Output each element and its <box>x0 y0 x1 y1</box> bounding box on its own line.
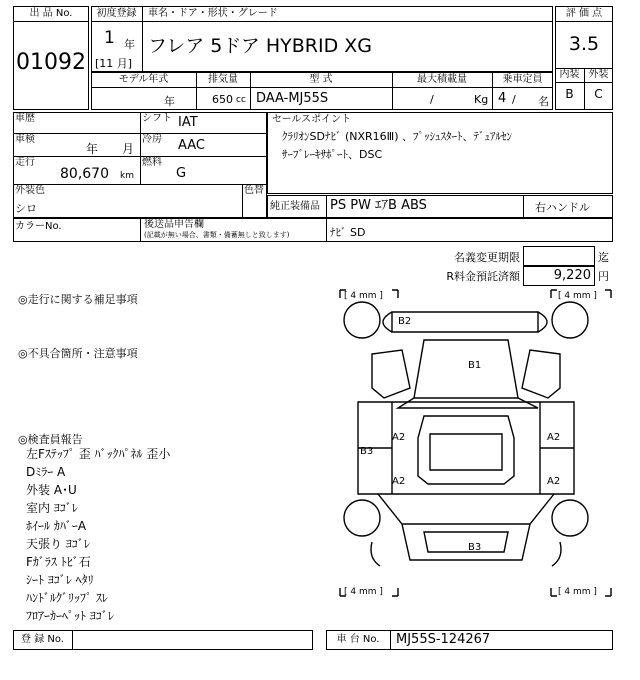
steering: 右ハンドル <box>535 201 590 214</box>
sales-point-line2: ｻｰﾌﾞﾚｰｷｻﾎﾟｰﾄ、DSC <box>282 148 383 161</box>
ext-color-label: 外装色 <box>15 185 45 196</box>
ac-label: 冷房 <box>142 134 162 145</box>
first-reg-year-unit: 年 <box>124 38 135 51</box>
damage-mark: A2 <box>392 432 406 443</box>
mileage: 80,670 <box>60 166 109 182</box>
color-no-box <box>13 218 613 242</box>
max-load-label: 最大積載量 <box>417 74 467 85</box>
inspection-year-unit: 年 <box>86 142 99 156</box>
displacement-label: 排気量 <box>208 74 238 85</box>
chassis: MJ55S-124267 <box>396 632 491 647</box>
name-change-unit: 迄 <box>598 251 609 264</box>
displacement-unit: cc <box>236 95 246 105</box>
damage-mark: B3 <box>468 542 482 553</box>
capacity-label: 乗車定員 <box>502 74 543 85</box>
inspector-item: 左Fｽﾃｯﾌﾟ 歪 ﾊﾞｯｸﾊﾟﾈﾙ 歪小 <box>26 447 171 461</box>
inspector-item: Dﾐﾗｰ A <box>26 465 66 479</box>
inspector-label: ◎検査員報告 <box>18 433 83 446</box>
damage-mark: B1 <box>468 360 482 371</box>
defects-label: ◎不具合箇所・注意事項 <box>18 347 138 360</box>
docs-label: 後送品申告欄 <box>144 219 204 230</box>
exterior-label: 外装 <box>588 69 609 80</box>
driving-notes-label: ◎走行に関する補足事項 <box>18 293 138 306</box>
first-reg-month: [11 月] <box>95 57 133 70</box>
inspector-item: Fｶﾞﾗｽ ﾄﾋﾞ石 <box>26 555 91 569</box>
inspection-label: 車検 <box>15 134 35 145</box>
ac: AAC <box>178 138 205 153</box>
name-change-label: 名義変更期限 <box>454 251 520 264</box>
tire-depth-label: [ 4 mm ] <box>558 587 597 597</box>
inspector-item: ﾌﾛｱｰｶｰﾍﾟｯﾄ ﾖｺﾞﾚ <box>26 609 114 623</box>
equip: PS PW ｴｱB ABS <box>330 198 427 213</box>
inspector-item: 天張り ﾖｺﾞﾚ <box>26 537 90 551</box>
damage-mark: A2 <box>392 476 406 487</box>
capacity: 4 <box>498 91 507 106</box>
damage-mark: B2 <box>398 316 412 327</box>
recycle-unit: 円 <box>598 270 609 283</box>
type: DAA-MJ55S <box>256 91 329 106</box>
history-label: 車歴 <box>15 113 35 124</box>
sales-point-label: セールスポイント <box>272 114 352 125</box>
inspection-month-unit: 月 <box>122 142 135 156</box>
inspector-item: 外装 A･U <box>26 483 77 497</box>
mileage-label: 走行 <box>15 157 35 168</box>
mileage-unit: km <box>120 171 134 181</box>
lot-no: 01092 <box>16 50 86 75</box>
chassis-label: 車 台 No. <box>336 634 380 645</box>
equip-label: 純正装備品 <box>270 201 320 212</box>
color-no-label: カラーNo. <box>15 221 62 232</box>
max-load-sep: / <box>430 93 434 106</box>
capacity-sep: / <box>512 93 516 106</box>
name-change-box <box>523 246 595 266</box>
inspector-item: ｼｰﾄ ﾖｺﾞﾚ ﾍﾀﾘ <box>26 573 94 587</box>
grade: 3.5 <box>568 33 600 55</box>
recycle-value: 9,220 <box>553 268 591 283</box>
model-name-label: 車名・ドア・形状・グレード <box>148 8 278 19</box>
interior-label: 内装 <box>559 69 580 80</box>
inspector-item: ﾊﾝﾄﾞﾙｸﾞﾘｯﾌﾟ ｽﾚ <box>26 591 108 605</box>
fuel-label: 燃料 <box>142 157 162 168</box>
tire-depth-label: [ 4 mm ] <box>558 291 597 301</box>
recycle-label: R料金預託済額 <box>446 270 520 283</box>
shift: IAT <box>178 115 198 130</box>
sales-point-line1: ｸﾗﾘｵﾝSDﾅﾋﾞ (NXR16Ⅲ) 、ﾌﾟｯｼｭｽﾀｰﾄ、ﾃﾞｭｱﾙｾﾝ <box>282 130 513 143</box>
damage-mark: A2 <box>547 476 561 487</box>
tire-depth-label: [ 4 mm ] <box>344 291 383 301</box>
fuel: G <box>176 166 187 181</box>
reg-no-label: 登 録 No. <box>21 634 64 645</box>
shift-label: シフト <box>142 113 172 124</box>
capacity-unit: 名 <box>538 95 549 108</box>
type-label: 型 式 <box>309 74 333 85</box>
grade-label: 評 価 点 <box>565 8 603 19</box>
first-reg-year: 1 <box>104 28 115 48</box>
ext-color: シロ <box>15 202 37 215</box>
inspector-item: ﾎｲｰﾙ ｶﾊﾞｰA <box>26 519 87 533</box>
lot-no-label: 出 品 No. <box>29 8 73 19</box>
interior-grade: B <box>565 87 574 101</box>
inspector-item: 室内 ﾖｺﾞﾚ <box>26 501 78 515</box>
max-load-unit: Kg <box>474 93 489 106</box>
docs-note: (記載が無い場合、書類・備蓄無しと致します) <box>144 231 290 239</box>
docs-value: ﾅﾋﾞ SD <box>330 226 366 239</box>
model-year-unit: 年 <box>164 95 175 108</box>
exterior-grade: C <box>594 87 603 101</box>
model-name: フレア 5ドア HYBRID XG <box>148 35 372 57</box>
first-reg-label: 初度登録 <box>96 8 137 19</box>
repaint-label: 色替 <box>244 185 264 196</box>
damage-mark: A2 <box>547 432 561 443</box>
car-damage-diagram <box>338 288 613 598</box>
damage-mark: B3 <box>360 446 374 457</box>
model-year-label: モデル年式 <box>118 74 169 85</box>
displacement: 650 <box>212 93 233 106</box>
tire-depth-label: [ 4 mm ] <box>344 587 383 597</box>
